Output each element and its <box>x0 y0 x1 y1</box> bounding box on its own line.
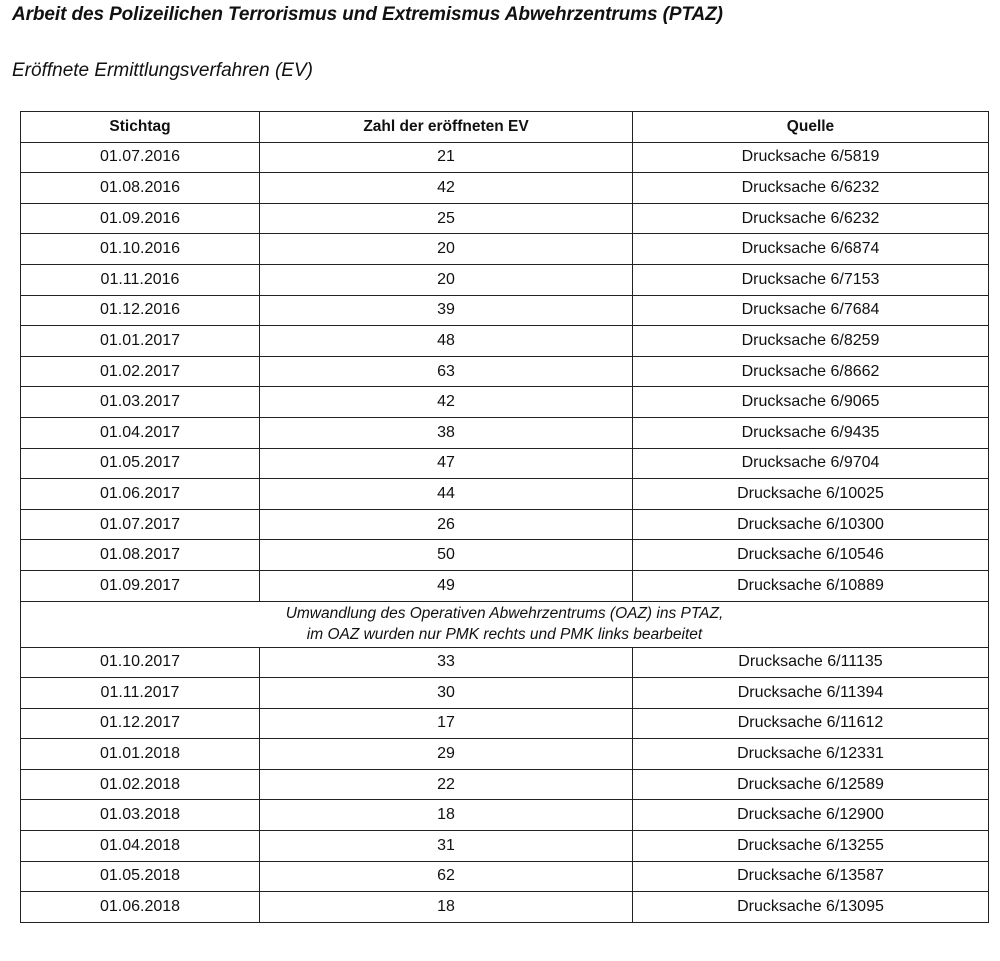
cell-zahl-ev: 39 <box>260 295 633 326</box>
cell-zahl-ev: 25 <box>260 203 633 234</box>
table-row <box>21 509 989 540</box>
cell-quelle: Drucksache 6/8259 <box>633 326 989 357</box>
cell-stichtag: 01.12.2016 <box>21 295 260 326</box>
cell-zahl-ev: 42 <box>260 173 633 204</box>
cell-zahl-ev: 20 <box>260 264 633 295</box>
table-note-section <box>21 601 989 647</box>
cell-zahl-ev: 44 <box>260 479 633 510</box>
table-row <box>21 678 989 709</box>
note-row <box>21 601 989 647</box>
cell-quelle: Drucksache 6/12900 <box>633 800 989 831</box>
cell-zahl-ev: 62 <box>260 861 633 892</box>
table-row <box>21 387 989 418</box>
cell-stichtag: 01.07.2017 <box>21 509 260 540</box>
cell-stichtag: 01.10.2016 <box>21 234 260 265</box>
cell-zahl-ev: 31 <box>260 831 633 862</box>
table-row <box>21 142 989 173</box>
cell-quelle: Drucksache 6/10300 <box>633 509 989 540</box>
cell-quelle: Drucksache 6/6232 <box>633 203 989 234</box>
table-header-row <box>21 112 989 143</box>
cell-zahl-ev: 26 <box>260 509 633 540</box>
table-body-after <box>21 647 989 922</box>
table-row <box>21 326 989 357</box>
cell-quelle: Drucksache 6/10889 <box>633 570 989 601</box>
cell-zahl-ev: 42 <box>260 387 633 418</box>
cell-stichtag: 01.04.2017 <box>21 417 260 448</box>
cell-stichtag: 01.02.2018 <box>21 769 260 800</box>
cell-stichtag: 01.05.2017 <box>21 448 260 479</box>
header-stichtag: Stichtag <box>21 112 260 143</box>
table-row <box>21 234 989 265</box>
cell-zahl-ev: 33 <box>260 647 633 678</box>
cell-stichtag: 01.11.2016 <box>21 264 260 295</box>
cell-stichtag: 01.01.2017 <box>21 326 260 357</box>
cell-stichtag: 01.09.2016 <box>21 203 260 234</box>
table-row <box>21 647 989 678</box>
table-row <box>21 861 989 892</box>
table-row <box>21 417 989 448</box>
table-body-before <box>21 142 989 601</box>
table-row <box>21 739 989 770</box>
cell-quelle: Drucksache 6/6232 <box>633 173 989 204</box>
cell-quelle: Drucksache 6/12331 <box>633 739 989 770</box>
cell-stichtag: 01.04.2018 <box>21 831 260 862</box>
cell-zahl-ev: 17 <box>260 708 633 739</box>
cell-stichtag: 01.01.2018 <box>21 739 260 770</box>
cell-stichtag: 01.09.2017 <box>21 570 260 601</box>
table-row <box>21 570 989 601</box>
cell-quelle: Drucksache 6/13587 <box>633 861 989 892</box>
header-quelle: Quelle <box>633 112 989 143</box>
document-title: Arbeit des Polizeilichen Terrorismus und Extremismus Abwehrzentrums (PTAZ) <box>12 4 723 25</box>
cell-stichtag: 01.02.2017 <box>21 356 260 387</box>
cell-quelle: Drucksache 6/9704 <box>633 448 989 479</box>
cell-quelle: Drucksache 6/10546 <box>633 540 989 571</box>
table-row <box>21 708 989 739</box>
cell-stichtag: 01.06.2018 <box>21 892 260 923</box>
cell-quelle: Drucksache 6/7684 <box>633 295 989 326</box>
cell-stichtag: 01.03.2018 <box>21 800 260 831</box>
note-line-1: Umwandlung des Operativen Abwehrzentrums (OAZ) ins PTAZ, <box>285 605 724 622</box>
document-subtitle: Eröffnete Ermittlungsverfahren (EV) <box>12 60 313 81</box>
cell-zahl-ev: 21 <box>260 142 633 173</box>
cell-quelle: Drucksache 6/13255 <box>633 831 989 862</box>
cell-zahl-ev: 38 <box>260 417 633 448</box>
cell-zahl-ev: 30 <box>260 678 633 709</box>
cell-quelle: Drucksache 6/11612 <box>633 708 989 739</box>
cell-quelle: Drucksache 6/5819 <box>633 142 989 173</box>
cell-stichtag: 01.10.2017 <box>21 647 260 678</box>
cell-zahl-ev: 29 <box>260 739 633 770</box>
cell-quelle: Drucksache 6/12589 <box>633 769 989 800</box>
cell-quelle: Drucksache 6/6874 <box>633 234 989 265</box>
cell-zahl-ev: 20 <box>260 234 633 265</box>
cell-stichtag: 01.05.2018 <box>21 861 260 892</box>
header-zahl-ev: Zahl der eröffneten EV <box>260 112 633 143</box>
cell-quelle: Drucksache 6/9065 <box>633 387 989 418</box>
cell-quelle: Drucksache 6/10025 <box>633 479 989 510</box>
cell-quelle: Drucksache 6/9435 <box>633 417 989 448</box>
cell-quelle: Drucksache 6/11135 <box>633 647 989 678</box>
table-row <box>21 264 989 295</box>
cell-quelle: Drucksache 6/13095 <box>633 892 989 923</box>
table-row <box>21 831 989 862</box>
cell-stichtag: 01.11.2017 <box>21 678 260 709</box>
table-row <box>21 540 989 571</box>
table-row <box>21 173 989 204</box>
table-row <box>21 295 989 326</box>
cell-zahl-ev: 48 <box>260 326 633 357</box>
table-row <box>21 769 989 800</box>
cell-stichtag: 01.08.2017 <box>21 540 260 571</box>
cell-stichtag: 01.07.2016 <box>21 142 260 173</box>
table-row <box>21 892 989 923</box>
cell-zahl-ev: 47 <box>260 448 633 479</box>
note-cell <box>21 601 989 647</box>
cell-stichtag: 01.08.2016 <box>21 173 260 204</box>
cell-zahl-ev: 22 <box>260 769 633 800</box>
cell-zahl-ev: 18 <box>260 892 633 923</box>
table-row <box>21 800 989 831</box>
cell-zahl-ev: 63 <box>260 356 633 387</box>
cell-quelle: Drucksache 6/11394 <box>633 678 989 709</box>
table-row <box>21 448 989 479</box>
ev-table <box>20 111 989 923</box>
cell-stichtag: 01.06.2017 <box>21 479 260 510</box>
cell-zahl-ev: 18 <box>260 800 633 831</box>
cell-quelle: Drucksache 6/7153 <box>633 264 989 295</box>
cell-quelle: Drucksache 6/8662 <box>633 356 989 387</box>
cell-stichtag: 01.03.2017 <box>21 387 260 418</box>
note-line-2: im OAZ wurden nur PMK rechts und PMK links bearbeitet <box>306 626 703 643</box>
cell-zahl-ev: 49 <box>260 570 633 601</box>
cell-zahl-ev: 50 <box>260 540 633 571</box>
table-row <box>21 203 989 234</box>
cell-stichtag: 01.12.2017 <box>21 708 260 739</box>
table-row <box>21 479 989 510</box>
table-row <box>21 356 989 387</box>
